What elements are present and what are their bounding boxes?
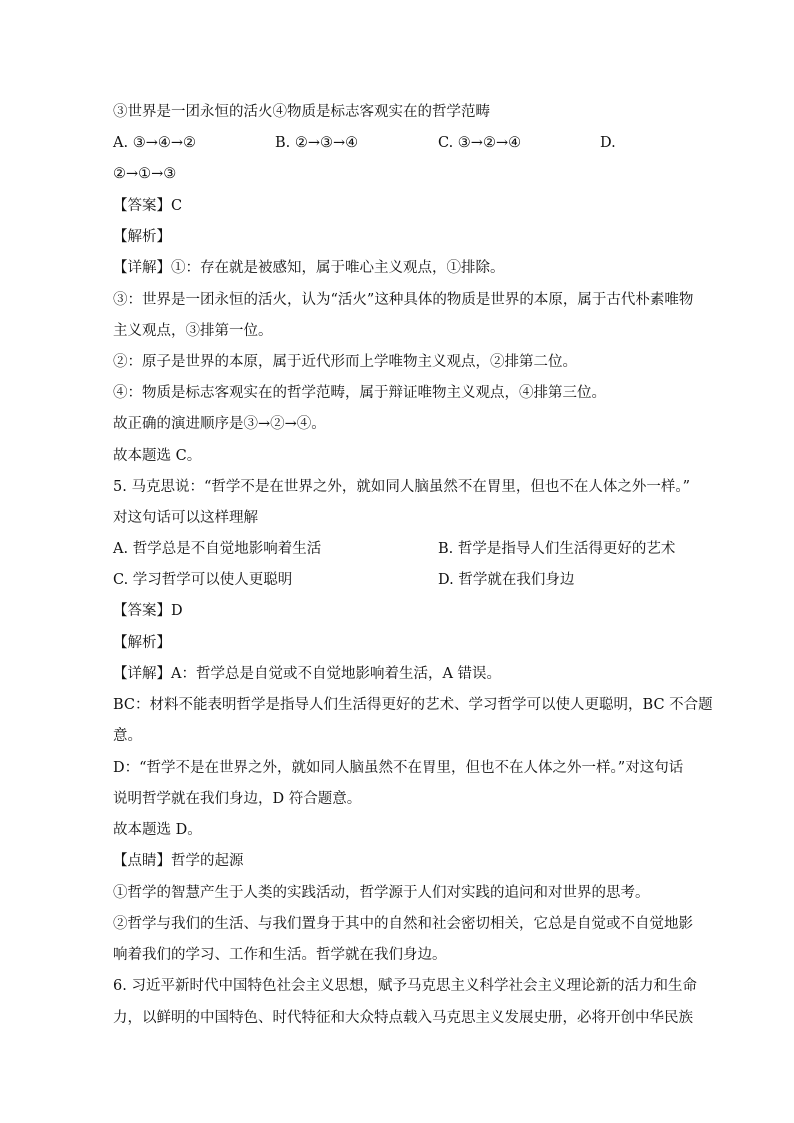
q4-detail-line: ③：世界是一团永恒的活火，认为“活火”这种具体的物质是世界的本原，属于古代朴素唯物	[113, 292, 694, 308]
q4-detail-line: ②：原子是世界的本原，属于近代形而上学唯物主义观点，②排第二位。	[113, 354, 577, 370]
q5-point-line: ②哲学与我们的生活、与我们置身于其中的自然和社会密切相关，它总是自觉或不自觉地影	[113, 916, 693, 932]
q4-stem-tail: ③世界是一团永恒的活火④物质是标志客观实在的哲学范畴	[113, 104, 490, 120]
q6-stem-line: 6. 习近平新时代中国特色社会主义思想，赋予马克思主义科学社会主义理论新的活力和生命	[113, 978, 697, 994]
q4-detail-line: ④：物质是标志客观实在的哲学范畴，属于辩证唯物主义观点，④排第三位。	[113, 385, 606, 401]
q5-option-c: C. 学习哲学可以使人更聪明	[113, 572, 293, 588]
q4-detail-line: 【详解】①：存在就是被感知，属于唯心主义观点，①排除。	[113, 260, 505, 276]
q5-point-label: 【点睛】哲学的起源	[113, 853, 244, 869]
q4-detail-line: 故本题选 C。	[113, 448, 202, 464]
q5-detail-line: 【详解】A：哲学总是自觉或不自觉地影响着生活，A 错误。	[113, 666, 502, 682]
q4-answer: 【答案】C	[113, 198, 183, 214]
q4-detail-line: 主义观点，③排第一位。	[113, 323, 273, 339]
q5-option-a: A. 哲学总是不自觉地影响着生活	[113, 541, 322, 557]
q5-point-line: ①哲学的智慧产生于人类的实践活动，哲学源于人们对实践的追问和对世界的思考。	[113, 885, 650, 901]
q5-detail-line: 故本题选 D。	[113, 822, 202, 838]
q4-option-d: D.	[600, 135, 616, 151]
q4-option-d-cont: ②→①→③	[113, 166, 177, 182]
q5-detail-line: 说明哲学就在我们身边，D 符合题意。	[113, 791, 362, 807]
q5-option-d: D. 哲学就在我们身边	[438, 572, 575, 588]
q5-answer: 【答案】D	[113, 603, 183, 619]
q4-analysis-label: 【解析】	[113, 229, 171, 245]
q5-option-b: B. 哲学是指导人们生活得更好的艺术	[438, 541, 676, 557]
q5-stem-line: 对这句话可以这样理解	[113, 510, 258, 526]
q4-detail-line: 故正确的演进顺序是③→②→④。	[113, 416, 326, 432]
q5-detail-line: BC：材料不能表明哲学是指导人们生活得更好的艺术、学习哲学可以使人更聪明，BC 不合题	[113, 697, 713, 713]
q5-detail-line: D：“哲学不是在世界之外，就如同人脑虽然不在胃里，但也不在人体之外一样。”对这句话	[113, 760, 684, 776]
q4-option-c: C. ③→②→④	[438, 135, 522, 151]
q6-stem-line: 力，以鲜明的中国特色、时代特征和大众特点载入马克思主义发展史册，必将开创中华民族	[113, 1010, 693, 1026]
q5-point-line: 响着我们的学习、工作和生活。哲学就在我们身边。	[113, 947, 447, 963]
q4-option-a: A. ③→④→②	[113, 135, 196, 151]
q5-analysis-label: 【解析】	[113, 635, 171, 651]
q5-detail-line: 意。	[113, 728, 142, 744]
q4-option-b: B. ②→③→④	[275, 135, 359, 151]
q5-stem-line: 5. 马克思说：“哲学不是在世界之外，就如同人脑虽然不在胃里，但也不在人体之外一样。”	[113, 479, 691, 495]
